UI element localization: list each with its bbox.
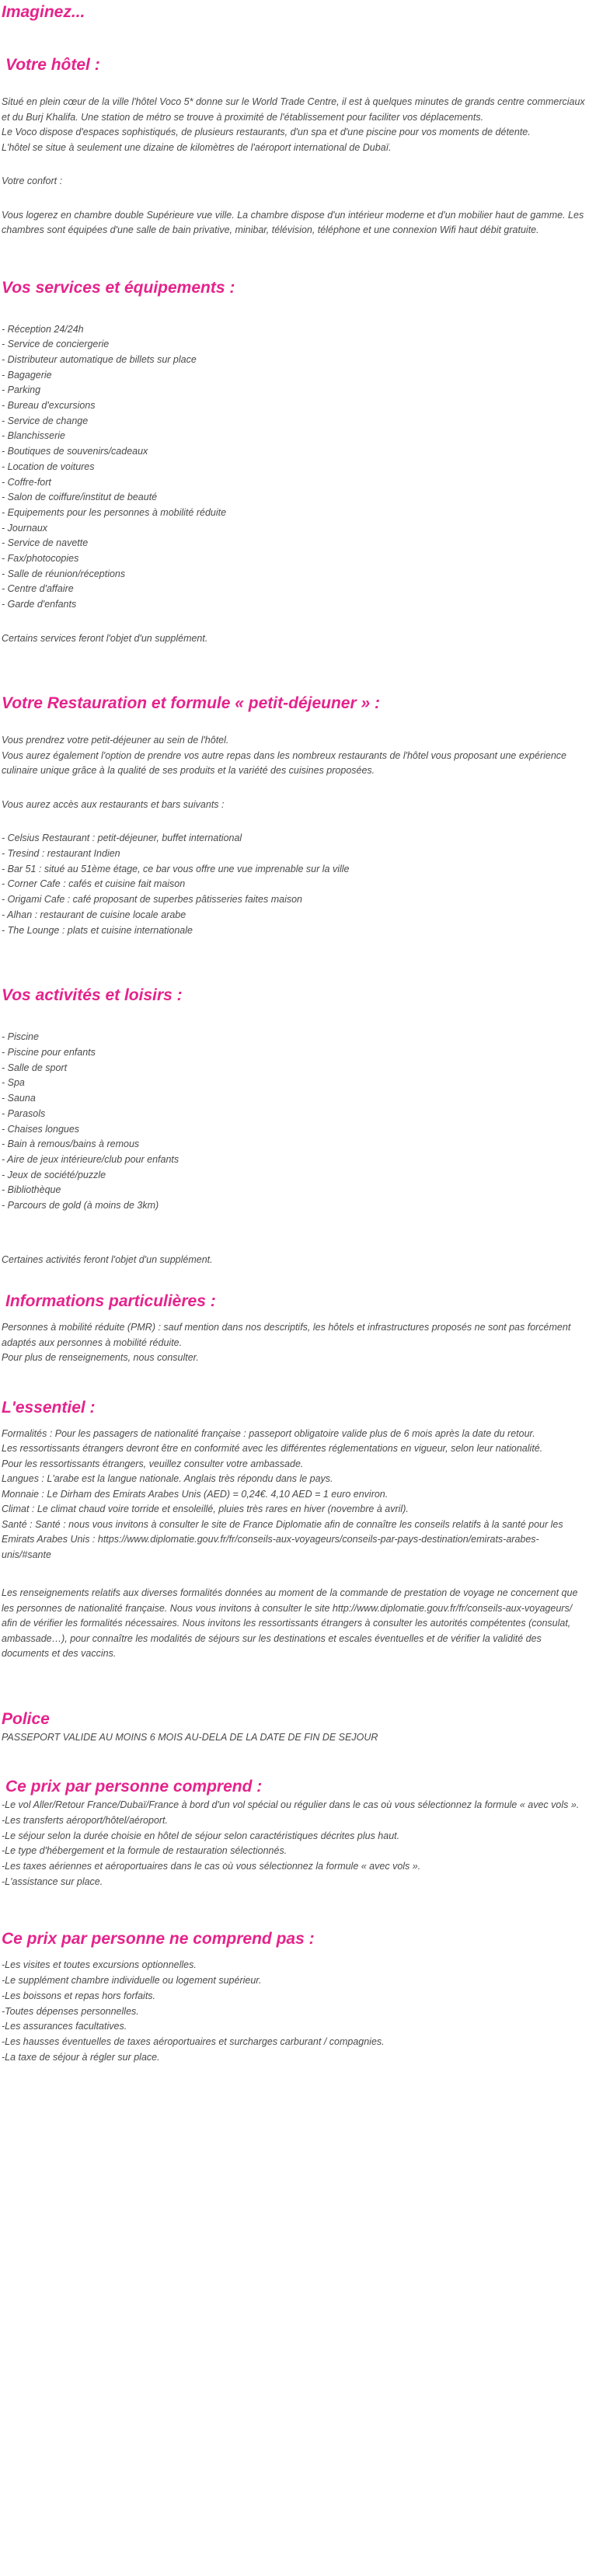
list-item: - Garde d'enfants [2,599,77,610]
list-item: - Equipements pour les personnes à mobilité réduite [2,506,227,518]
excluded-section [2,1928,587,2065]
particulars-section [2,1291,587,1366]
essentials-line: Formalités : Pour les passagers de nationalité française : passeport obligatoire valide plus de 6 mois après la date du retour. [2,1427,535,1439]
list-item: - Boutiques de souvenirs/cadeaux [2,446,148,457]
particulars-heading: Informations particulières : [5,1292,216,1311]
list-item: - Aire de jeux intérieure/club pour enfants [2,1153,179,1165]
services-heading: Vos services et équipements : [2,278,235,297]
list-item: - Salle de réunion/réceptions [2,568,126,579]
list-item: - Tresind : restaurant Indien [2,848,120,860]
list-item: -Le type d'hébergement et la formule de restauration sélectionnés. [2,1845,288,1857]
restaurant-access-label: Vous aurez accès aux restaurants et bars suivants : [2,798,225,810]
list-item: -La taxe de séjour à régler sur place. [2,2051,160,2063]
essentials-line: Climat : Le climat chaud voire torride et ensoleillé, pluies très rares en hiver (novembre à avril). [2,1504,409,1515]
list-item: - Location de voitures [2,461,95,472]
list-item: - Parcours de gold (à moins de 3km) [2,1200,159,1212]
hotel-heading: Votre hôtel : [5,56,100,74]
restaurant-list [2,831,587,938]
included-list [2,1798,587,1889]
list-item: -Le supplément chambre individuelle ou logement supérieur. [2,1975,262,1987]
list-item: -Les hausses éventuelles de taxes aéroportuaires et surcharges carburant / compagnies. [2,2035,385,2047]
list-item: - Chaises longues [2,1123,80,1135]
essentials-line: Monnaie : Le Dirham des Emirats Arabes Unis (AED) = 0,24€. 4,10 AED = 1 euro environ. [2,1488,389,1500]
hotel-paragraph: L'hôtel se situe à seulement une dizaine de kilomètres de l'aéroport international de Dubaï. [2,141,392,153]
services-list [2,322,587,613]
list-item: - Piscine [2,1031,39,1043]
activities-list [2,1030,587,1213]
restaurant-heading: Votre Restauration et formule « petit-déjeuner » : [2,694,380,713]
list-item: - Parasols [2,1107,46,1119]
police-section [2,1709,587,1746]
list-item: - Celsius Restaurant : petit-déjeuner, buffet international [2,833,242,844]
list-item: - Bain à remous/bains à remous [2,1139,140,1150]
list-item: - Piscine pour enfants [2,1046,96,1058]
excluded-heading: Ce prix par personne ne comprend pas : [2,1930,315,1949]
restaurant-paragraph: Vous prendrez votre petit-déjeuner au sein de l'hôtel. [2,735,229,746]
essentials-line: Santé : Santé : nous vous invitons à consulter le site de France Diplomatie afin de connaître les conseils relatifs à la santé pour les Emirats Arabes Unis : https://www.diplomatie.gouv.fr/fr/conseils-aux-voyageurs/conseils-par-pays-destination/emirats-arabes-unis/#sante [2,1518,563,1560]
police-heading: Police [2,1709,50,1728]
list-item: - The Lounge : plats et cuisine internationale [2,924,193,936]
services-note: Certains services feront l'objet d'un supplément. [2,632,208,644]
list-item: - Bibliothèque [2,1184,61,1196]
essentials-heading: L'essentiel : [2,1398,96,1417]
essentials-section [2,1397,587,1662]
excluded-list [2,1958,587,2065]
hotel-paragraph: Le Voco dispose d'espaces sophistiqués, de plusieurs restaurants, d'un spa et d'une piscine pour vos moments de détente. [2,127,531,137]
list-item: - Sauna [2,1093,36,1104]
particulars-line: Personnes à mobilité réduite (PMR) : sauf mention dans nos descriptifs, les hôtels et infrastructures proposés ne sont pas forcément adaptés aux personnes à mobilité réduite. [2,1322,571,1348]
essentials-line: Pour les ressortissants étrangers, veuillez consulter votre ambassade. [2,1458,304,1469]
particulars-line: Pour plus de renseignements, nous consulter. [2,1352,199,1364]
restaurant-paragraph: Vous aurez également l'option de prendre vos autre repas dans les nombreux restaurants de l'hôtel vous proposant une expérience culinaire unique grâce à la qualité de ses produits et la variété des cuisines proposées. [2,749,566,777]
list-item: - Corner Cafe : cafés et cuisine fait maison [2,878,186,890]
activities-section [2,985,587,1267]
list-item: - Alhan : restaurant de cuisine locale arabe [2,909,186,920]
list-item: - Distributeur automatique de billets sur place [2,353,197,365]
list-item: -Les transferts aéroport/hôtel/aéroport. [2,1814,169,1826]
list-item: - Service de navette [2,537,89,549]
essentials-line: Langues : L'arabe est la langue nationale. Anglais très répondu dans le pays. [2,1473,333,1485]
list-item: -Le vol Aller/Retour France/Dubaï/France à bord d'un vol spécial ou régulier dans le cas où vous sélectionnez la formule « avec vols ». [2,1799,580,1811]
list-item: -Les taxes aériennes et aéroportuaires dans le cas où vous sélectionnez la formule « avec vols ». [2,1861,421,1872]
list-item: - Origami Cafe : café proposant de superbes pâtisseries faites maison [2,894,302,906]
list-item: - Bagagerie [2,369,52,381]
comfort-text: Vous logerez en chambre double Supérieure vue ville. La chambre dispose d'un intérieur moderne et d'un mobilier haut de gamme. Les chambres sont équipées d'une salle de bain privative, minibar, télévision, téléphone et une connexion Wifi haut débit gratuite. [2,209,584,235]
services-section [2,277,587,647]
list-item: -Les boissons et repas hors forfaits. [2,1990,156,2001]
list-item: - Spa [2,1077,25,1089]
page-title: Imaginez... [2,3,85,21]
list-item: - Coffre-fort [2,476,51,488]
list-item: - Salle de sport [2,1062,68,1073]
list-item: - Bureau d'excursions [2,400,96,412]
list-item: - Jeux de société/puzzle [2,1169,106,1180]
list-item: - Blanchisserie [2,430,65,442]
list-item: - Journaux [2,522,48,534]
list-item: -L'assistance sur place. [2,1876,103,1887]
restaurant-section [2,693,587,938]
list-item: -Les assurances facultatives. [2,2021,127,2032]
list-item: - Bar 51 : situé au 51ème étage, ce bar vous offre une vue imprenable sur la ville [2,863,350,874]
comfort-label: Votre confort : [2,176,63,186]
formalities-notice: Les renseignements relatifs aux diverses formalités données au moment de la commande de prestation de voyage ne concernent que les personnes de nationalité française. Nous vous invitons à consulter le site http://www.diplomatie.gouv.fr/fr/conseils-aux-voyageurs/ afin de vérifier les formalités nécessaires. Nous invitons les ressortissants étrangers à consulter les autorités compétentes (consulat, ambassade…), pour connaître les modalités de séjours sur les destinations et escales éventuelles et de vérifier la validité des documents et des vaccins. [2,1587,578,1660]
list-item: - Service de change [2,415,89,426]
hotel-paragraph: Situé en plein cœur de la ville l'hôtel Voco 5* donne sur le World Trade Centre, il est à quelques minutes de grands centre commerciaux et du Burj Khalifa. Une station de métro se trouve à proximité de l'établissement pour faciliter vos déplacements. [2,96,585,123]
list-item: - Parking [2,384,41,396]
hotel-section [2,54,587,238]
included-heading: Ce prix par personne comprend : [5,1778,263,1796]
list-item: -Toutes dépenses personnelles. [2,2005,139,2017]
list-item: - Centre d'affaire [2,583,74,595]
list-item: - Service de conciergerie [2,339,110,350]
list-item: - Fax/photocopies [2,553,79,565]
list-item: -Les visites et toutes excursions optionnelles. [2,1959,197,1971]
essentials-line: Les ressortissants étrangers devront être en conformité avec les différentes réglementations en vigueur, selon leur nationalité. [2,1443,543,1455]
list-item: -Le séjour selon la durée choisie en hôtel de séjour selon caractéristiques décrites plus haut. [2,1830,400,1841]
police-text: PASSEPORT VALIDE AU MOINS 6 MOIS AU-DELA DE LA DATE DE FIN DE SEJOUR [2,1731,378,1743]
activities-note: Certaines activités feront l'objet d'un supplément. [2,1253,213,1265]
activities-heading: Vos activités et loisirs : [2,986,183,1005]
included-section [2,1776,587,1889]
list-item: - Salon de coiffure/institut de beauté [2,492,158,503]
list-item: - Réception 24/24h [2,323,84,335]
